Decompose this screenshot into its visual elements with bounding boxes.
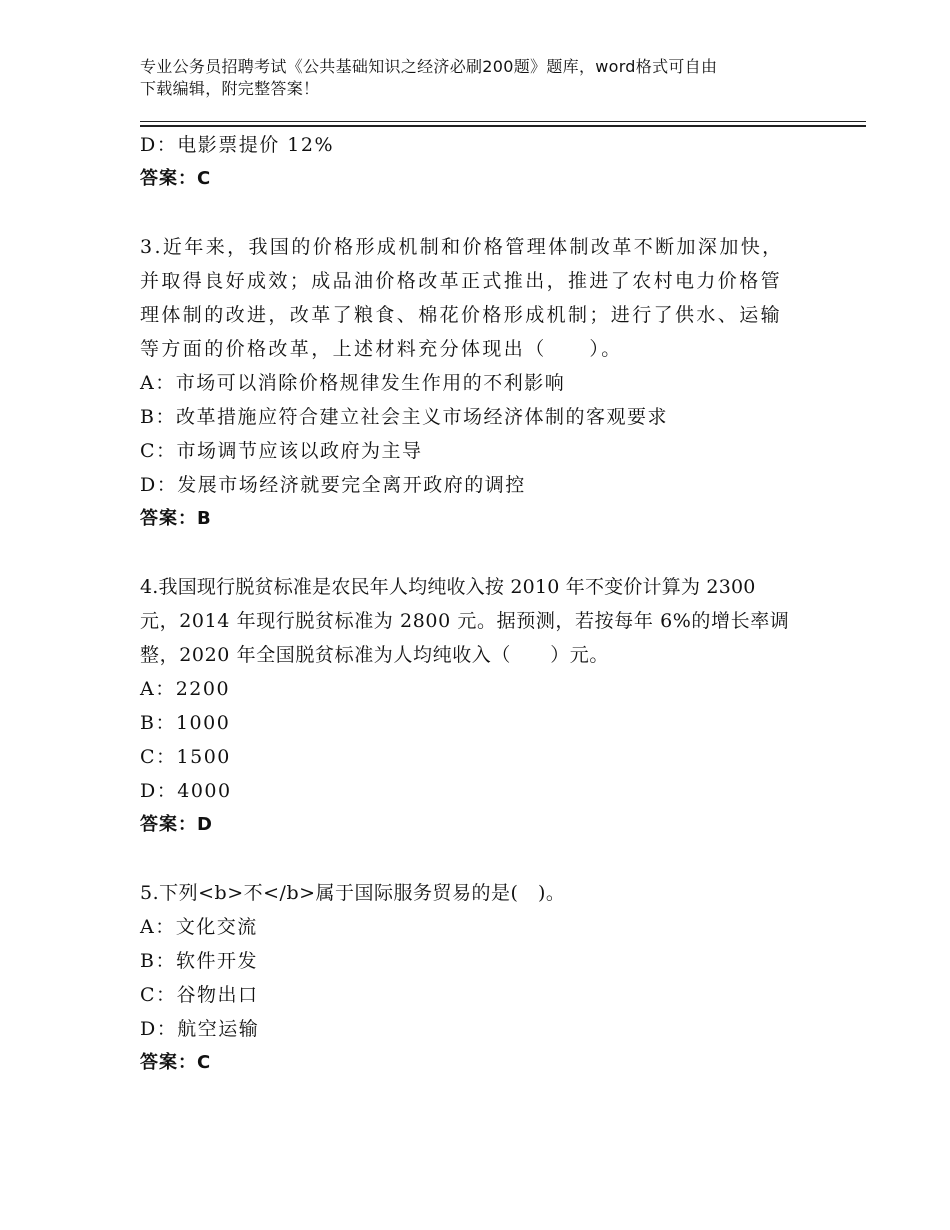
q3-option-d: D：发展市场经济就要完全离开政府的调控 [140,474,526,496]
q3-option-c: C：市场调节应该以政府为主导 [140,440,423,462]
q3-stem-line-4: 等方面的价格改革，上述材料充分体现出（ ）。 [140,338,623,360]
header-rule-thick [140,125,866,127]
q4-option-d: D：4000 [140,780,232,802]
header-rule-thin [140,121,866,122]
q5-stem-line-1: 5.下列<b>不</b>属于国际服务贸易的是( )。 [140,882,566,904]
q4-stem-line-3: 整，2020 年全国脱贫标准为人均纯收入（ ）元。 [140,644,609,666]
question-3 [140,230,820,536]
document-body [140,128,820,1080]
q3-stem-line-2: 并取得良好成效；成品油价格改革正式推出，推进了农村电力价格管 [140,270,783,292]
q5-option-d: D：航空运输 [140,1018,260,1040]
q3-answer: 答案：B [140,508,212,529]
q5-answer: 答案：C [140,1052,212,1073]
question-4 [140,570,820,842]
q5-option-b: B：软件开发 [140,950,258,972]
q4-answer: 答案：D [140,814,213,835]
q3-option-b: B：改革措施应符合建立社会主义市场经济体制的客观要求 [140,406,668,428]
q4-option-c: C：1500 [140,746,231,768]
page-header [140,56,820,100]
q4-stem-line-2: 元，2014 年现行脱贫标准为 2800 元。据预测，若按每年 6%的增长率调 [140,610,790,632]
q5-option-c: C：谷物出口 [140,984,259,1006]
q3-stem-line-1: 3.近年来，我国的价格形成机制和价格管理体制改革不断加深加快， [140,236,784,258]
q3-stem-line-3: 理体制的改进，改革了粮食、棉花价格形成机制；进行了供水、运输 [140,304,783,326]
header-line-1: 专业公务员招聘考试《公共基础知识之经济必刷200题》题库，word格式可自由 [140,57,718,76]
header-line-2: 下载编辑，附完整答案！ [140,79,320,98]
q4-stem-line-1: 4.我国现行脱贫标准是农民年人均纯收入按 2010 年不变价计算为 2300 [140,576,756,598]
q4-option-a: A：2200 [140,678,231,700]
prev-answer: 答案：C [140,168,212,189]
question-5 [140,876,820,1080]
q5-option-a: A：文化交流 [140,916,258,938]
q4-option-b: B：1000 [140,712,231,734]
prev-option-d: D：电影票提价 12% [140,134,335,156]
q3-option-a: A：市场可以消除价格规律发生作用的不利影响 [140,372,566,394]
